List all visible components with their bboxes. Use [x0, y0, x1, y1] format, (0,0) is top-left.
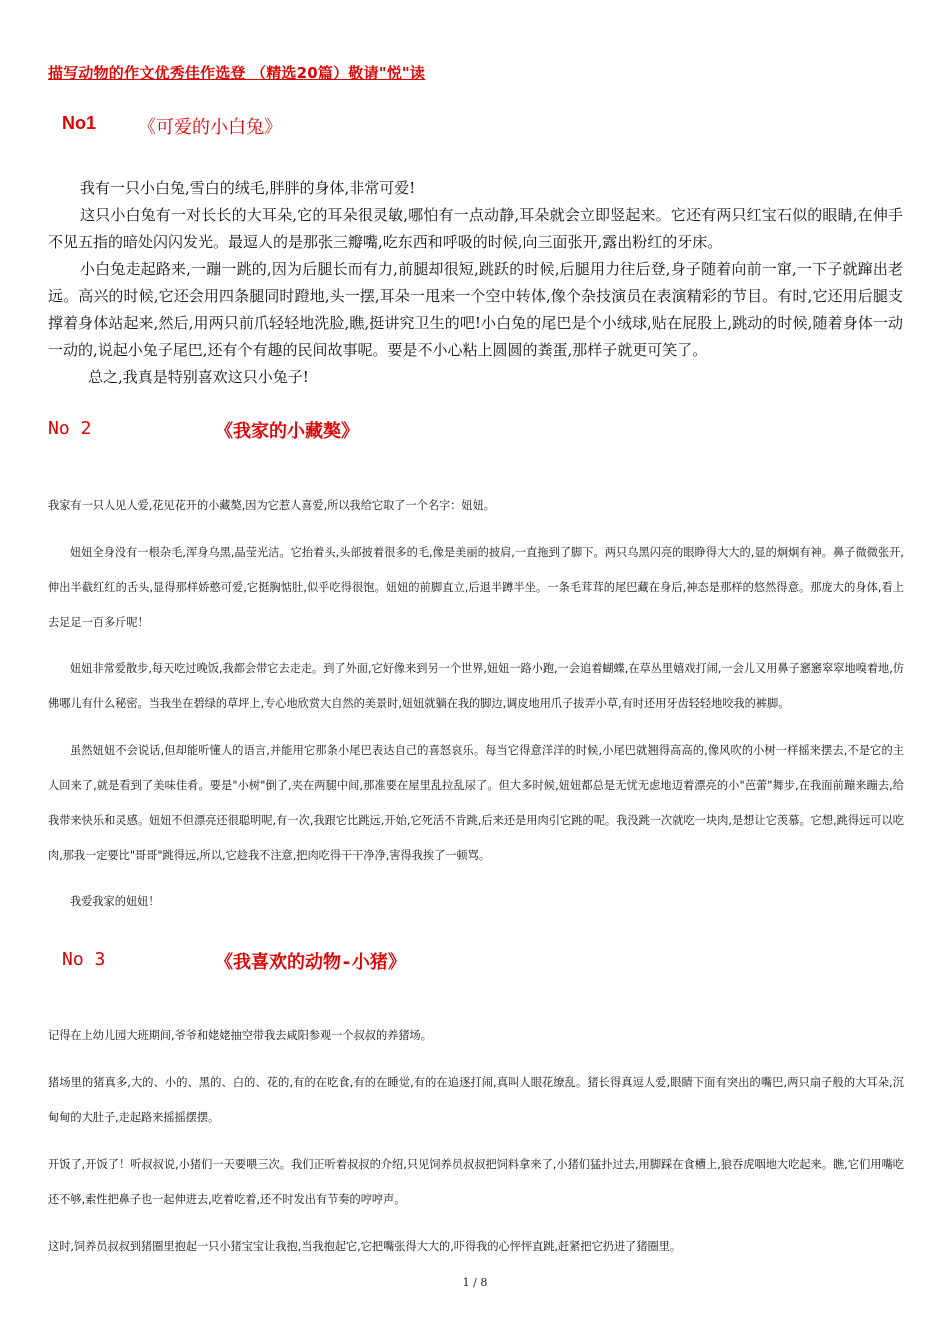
essay-1-body [48, 175, 903, 391]
essay-2-paragraph: 妞妞全身没有一根杂毛,浑身乌黑,晶莹光洁。它抬着头,头部披着很多的毛,像是美丽的披肩,一直拖到了脚下。两只乌黑闪亮的眼睁得大大的,显的炯炯有神。鼻子微微张开,伸出半截红红的舌头,显得那样娇憨可爱,它挺胸惦肚,似乎吃得很饱。妞妞的前脚直立,后退半蹲半坐。一条毛茸茸的尾巴藏在身后,神态是那样的悠然得意。那庞大的身体,看上去足足一百多斤呢！ [48, 546, 904, 629]
essay-2-title: 《我家的小藏獒》 [215, 421, 359, 442]
essay-1-number: No1 [62, 113, 97, 133]
essay-2-paragraph: 妞妞非常爱散步,每天吃过晚饭,我都会带它去走走。到了外面,它好像来到另一个世界,妞妞一路小跑,一会追着蝴蝶,在草丛里嬉戏打闹,一会儿又用鼻子窸窸窣窣地嗅着地,仿佛哪儿有什么秘密。当我坐在碧绿的草坪上,专心地欣赏大自然的美景时,妞妞就躺在我的脚边,调皮地用爪子拔弄小草,有时还用牙齿轻轻地咬我的裤脚。 [48, 662, 904, 710]
essay-3-number: No 3 [62, 949, 106, 970]
essay-3-paragraph: 开饭了,开饭了！听叔叔说,小猪们一天要喂三次。我们正听着叔叔的介绍,只见饲养员叔叔把饲料拿来了,小猪们猛扑过去,用脚踩在食槽上,狼吞虎咽地大吃起来。瞧,它们用嘴吃还不够,索性把鼻子也一起伸进去,吃着吃着,还不时发出有节奏的哼哼声。 [48, 1158, 904, 1206]
essay-2-number: No 2 [48, 418, 92, 439]
essay-3-paragraph: 猪场里的猪真多,大的、小的、黑的、白的、花的,有的在吃食,有的在睡觉,有的在追逐打闹,真叫人眼花缭乱。猪长得真逗人爱,眼睛下面有突出的嘴巴,两只扇子般的大耳朵,沉甸甸的大肚子,走起路来摇摇摆摆。 [48, 1076, 904, 1124]
essay-2-paragraph: 我家有一只人见人爱,花见花开的小藏獒,因为它惹人喜爱,所以我给它取了一个名字：妞妞。 [48, 499, 495, 512]
essay-2-paragraph: 我爱我家的妞妞！ [70, 895, 160, 908]
essay-3-title: 《我喜欢的动物-小猪》 [215, 952, 406, 973]
essay-1-paragraph: 这只小白兔有一对长长的大耳朵,它的耳朵很灵敏,哪怕有一点动静,耳朵就会立即竖起来。它还有两只红宝石似的眼睛,在伸手不见五指的暗处闪闪发光。最逗人的是那张三瓣嘴,吃东西和呼吸的时候,向三面张开,露出粉红的牙床。 [48, 206, 903, 251]
essay-3-paragraph: 记得在上幼儿园大班期间,爷爷和姥姥抽空带我去咸阳参观一个叔叔的养猪场。 [48, 1029, 432, 1042]
essay-1-paragraph: 小白兔走起路来,一蹦一跳的,因为后腿长而有力,前腿却很短,跳跃的时候,后腿用力往后登,身子随着向前一窜,一下子就蹿出老远。高兴的时候,它还会用四条腿同时蹬地,头一摆,耳朵一甩来一个空中转体,像个杂技演员在表演精彩的节目。有时,它还用后腿支撑着身体站起来,然后,用两只前爪轻轻地洗脸,瞧,挺讲究卫生的吧!小白兔的尾巴是个小绒球,贴在屁股上,跳动的时候,随着身体一动一动的,说起小兔子尾巴,还有个有趣的民间故事呢。要是不小心粘上圆圆的粪蛋,那样子就更可笑了。 [48, 260, 903, 359]
essay-1-title: 《可爱的小白兔》 [138, 117, 282, 138]
essay-2-paragraph: 虽然妞妞不会说话,但却能听懂人的语言,并能用它那条小尾巴表达自己的喜怒哀乐。每当它得意洋洋的时候,小尾巴就翘得高高的,像风吹的小树一样摇来摆去,不是它的主人回来了,就是看到了美味佳肴。要是"小树"倒了,夹在两腿中间,那准要在屋里乱拉乱尿了。但大多时候,妞妞都总是无忧无虑地迈着漂亮的小"芭蕾"舞步,在我面前蹦来蹦去,给我带来快乐和灵感。妞妞不但漂亮还很聪明呢,有一次,我跟它比跳远,开始,它死活不肯跳,后来还是用肉引它跳的呢。我没跳一次就吃一块肉,是想让它羡慕。它想,跳得远可以吃肉,那我一定要比"哥哥"跳得远,所以,它趁我不注意,把肉吃得干干净净,害得我挨了一顿骂。 [48, 744, 904, 862]
essay-3-paragraph: 这时,饲养员叔叔到猪圈里抱起一只小猪宝宝让我抱,当我抱起它,它把嘴张得大大的,吓得我的心怦怦直跳,赶紧把它扔进了猪圈里。 [48, 1240, 682, 1253]
essay-1-paragraph: 我有一只小白兔,雪白的绒毛,胖胖的身体,非常可爱! [80, 179, 416, 197]
page-indicator: 1 / 8 [462, 1276, 488, 1289]
document-title: 描写动物的作文优秀佳作选登 （精选20篇）敬请"悦"读 [48, 64, 426, 82]
essay-1-paragraph: 总之,我真是特别喜欢这只小兔子! [88, 368, 309, 386]
